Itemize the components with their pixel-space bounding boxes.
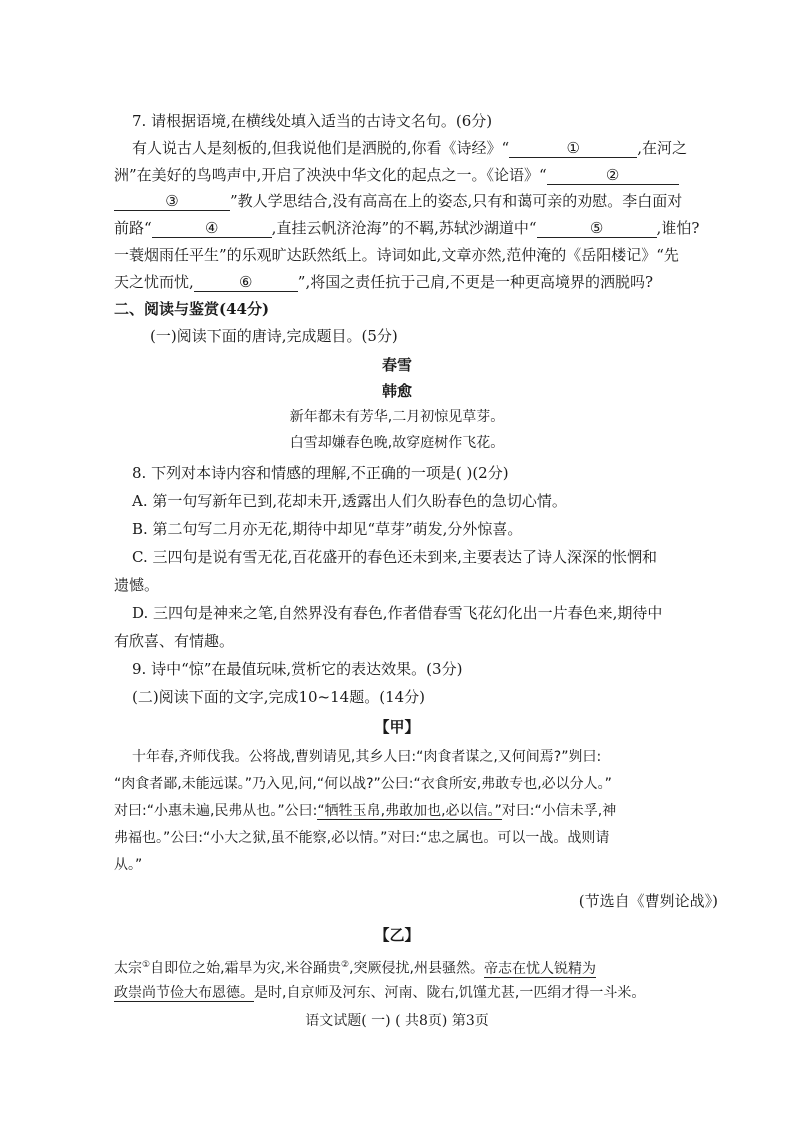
poem-line-1: 新年都未有芳华,二月初惊见草芽。 (289, 409, 505, 425)
yi-text: 自即位之始,霜旱为灾,米谷踊贵 (150, 960, 341, 977)
jia-line-5: 从。” (114, 857, 143, 873)
q7-line-6 (114, 271, 653, 293)
q7-text: 有人说古人是刻板的,但我说他们是洒脱的,你看《诗经》“ (132, 139, 510, 157)
q7-title: 7. 请根据语境,在横线处填入适当的古诗文名句。(6分) (132, 112, 493, 130)
part1-intro: (一)阅读下面的唐诗,完成题目。(5分) (150, 327, 398, 345)
q7-text: ,直挂云帆济沧海”的不羁,苏轼沙湖道中“ (271, 219, 537, 237)
jia-underlined-sentence: “牺牲玉帛,弗敢加也,必以信。” (317, 803, 502, 819)
q8-option-c: C. 三四句是说有雪无花,百花盛开的春色还未到来,主要表达了诗人深深的怅惘和 (132, 548, 658, 566)
q8-option-b: B. 第二句写二月亦无花,期待中却见“草芽”萌发,分外惊喜。 (132, 520, 523, 538)
q9-stem: 9. 诗中“惊”在最值玩味,赏析它的表达效果。(3分) (132, 660, 463, 678)
blank-3[interactable]: ③ (114, 192, 230, 211)
yi-underlined-sentence: 帝志在忧人锐精为 (483, 960, 596, 977)
q7-line-2 (114, 164, 679, 186)
q8-option-d: D. 三四句是神来之笔,自然界没有春色,作者借春雪飞花幻化出一片春色来,期待中 (132, 604, 663, 622)
yi-title: 【乙】 (374, 926, 420, 944)
q7-line-4 (114, 217, 699, 239)
footnote-marker: ② (340, 960, 350, 970)
poem-line-2: 白雪却嫌春色晚,故穿庭树作飞花。 (289, 435, 505, 451)
poem-title: 春雪 (381, 356, 412, 374)
blank-5[interactable]: ⑤ (537, 219, 657, 238)
q7-line-1 (132, 137, 687, 159)
jia-source: (节选自《曹刿论战》) (578, 892, 718, 910)
part2-intro: (二)阅读下面的文字,完成10~14题。(14分) (132, 688, 426, 706)
yi-text: 太宗 (114, 960, 142, 977)
q8-option-a: A. 第一句写新年已到,花却未开,透露出人们久盼春色的急切心情。 (132, 492, 567, 510)
jia-line-4: 弗福也。”公曰:“小大之狱,虽不能察,必以情。”对曰:“忠之属也。可以一战。战则请 (114, 830, 610, 846)
q7-text: 洲”在美好的鸟鸣声中,开启了泱泱中华文化的起点之一。《论语》“ (114, 166, 547, 184)
q7-text: 天之忧而忧, (114, 273, 194, 291)
q7-line-5: 一蓑烟雨任平生”的乐观旷达跃然纸上。诗词如此,文章亦然,范仲淹的《岳阳楼记》“先 (114, 246, 679, 264)
yi-underlined-sentence: 政崇尚节俭大布恩德。 (114, 985, 254, 1001)
blank-1[interactable]: ① (509, 139, 637, 158)
q7-text: ,在河之 (637, 139, 687, 157)
section-heading: 二、阅读与鉴赏(44分) (114, 300, 270, 318)
jia-line-3 (114, 800, 616, 822)
q8-stem: 8. 下列对本诗内容和情感的理解,不正确的一项是( )(2分) (132, 464, 509, 482)
jia-title: 【甲】 (374, 718, 420, 736)
yi-text: ,突厥侵扰,州县骚然。 (349, 960, 484, 977)
yi-text: 是时,自京师及河东、河南、陇右,饥馑尤甚,一匹绢才得一斗米。 (254, 985, 646, 1001)
poem-author: 韩愈 (381, 382, 412, 400)
footnote-marker: ① (142, 960, 151, 970)
yi-line-1 (114, 954, 596, 980)
jia-line-2: “肉食者鄙,未能远谋。”乃入见,问,“何以战?”公曰:“衣食所安,弗敢专也,必以分人。” (114, 776, 612, 792)
jia-text: 对曰:“小惠未遍,民弗从也。”公曰: (114, 803, 318, 819)
q7-text: ,谁怕? (656, 219, 700, 237)
blank-6[interactable]: ⑥ (194, 273, 298, 292)
q7-text: ”教人学思结合,没有高高在上的姿态,只有和蔼可亲的劝慰。李白面对 (230, 192, 683, 210)
q8-option-d-cont: 有欣喜、有情趣。 (114, 632, 235, 650)
jia-line-1: 十年春,齐师伐我。公将战,曹刿请见,其乡人曰:“肉食者谋之,又何间焉?”刿曰: (132, 749, 602, 765)
jia-text: 对曰:“小信未孚,神 (501, 803, 617, 819)
blank-2[interactable]: ② (547, 166, 679, 185)
yi-line-2 (114, 982, 645, 1004)
q7-line-3 (114, 190, 682, 212)
blank-4[interactable]: ④ (152, 219, 272, 238)
q7-text: ”,将国之责任抗于己肩,不更是一种更高境界的洒脱吗? (297, 273, 654, 291)
q7-text: 前路“ (114, 219, 152, 237)
q8-option-c-cont: 遗憾。 (114, 576, 160, 594)
page-footer: 语文试题( 一) ( 共8页) 第3页 (305, 1013, 489, 1029)
